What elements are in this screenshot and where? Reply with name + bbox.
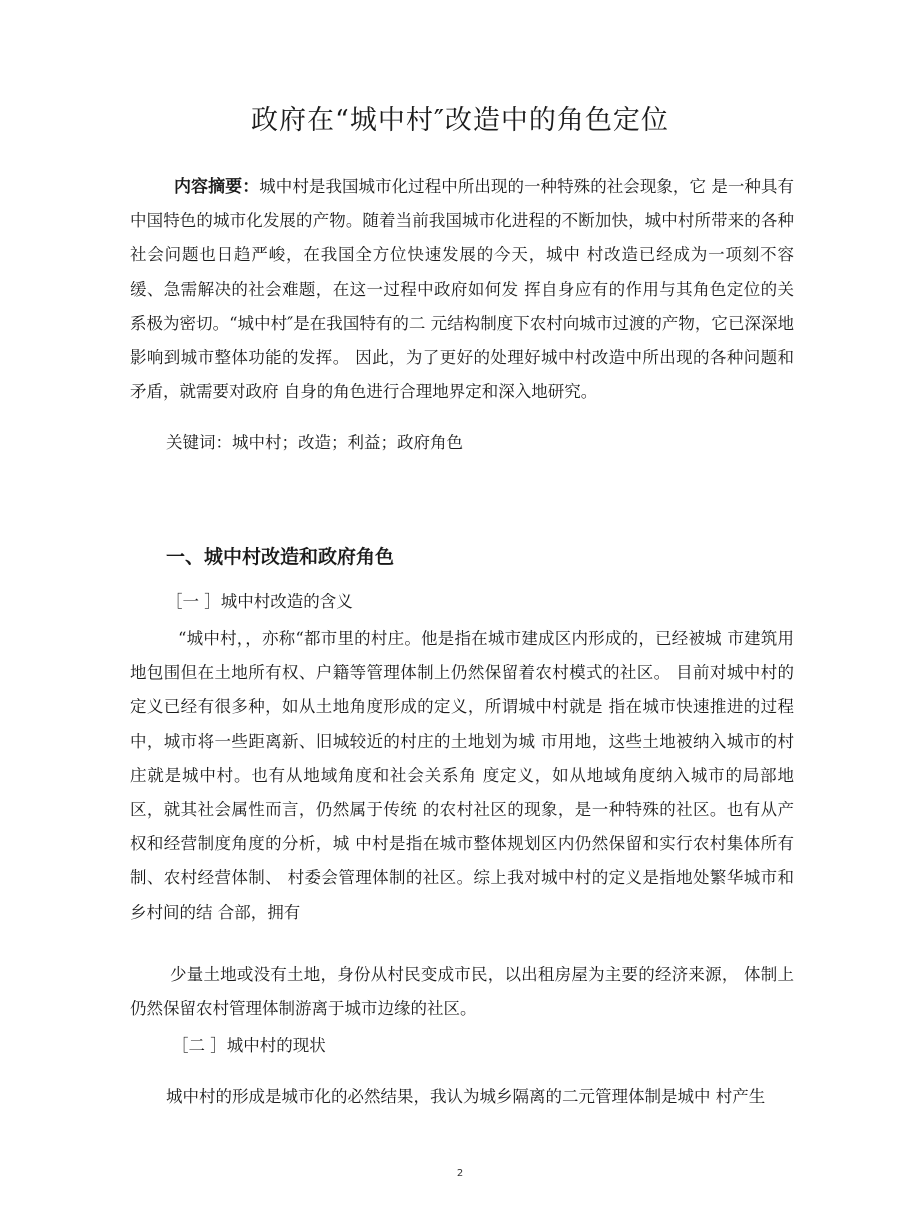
document-title: 政府在“城中村″改造中的角色定位 bbox=[251, 105, 669, 136]
body-paragraph-1 bbox=[130, 622, 794, 930]
abstract-text: 城中村是我国城市化过程中所出现的一种特殊的社会现象，它 是一种具有中国特色的城市化发展的产物。随着当前我国城市化进程的不断加快，城中村所带来的各种社会问题也日趋严峻，在我国全方位快速发展的今天，城中 村改造已经成为一项刻不容缓、急需解决的社会难题，在这一过程中政府如何发 挥自身应有的作用与其角色定位的关系极为密切。“城中村″是在我国特有的二 元结构制度下农村向城市过渡的产物，它已深深地影响到城市整体功能的发挥。 因此，为了更好的处理好城中村改造中所出现的各种问题和矛盾，就需要对政府 自身的角色进行合理地界定和深入地研究。 bbox=[130, 177, 795, 402]
abstract-paragraph bbox=[130, 170, 794, 409]
paragraph-text: “城中村，，亦称“都市里的村庄。他是指在城市建成区内形成的，已经被城 市建筑用地包围但在土地所有权、户籍等管理体制上仍然保留着农村模式的社区。 目前对城中村的定义已经有很多种，如从土地角度形成的定义，所谓城中村就是 指在城市快速推进的过程中，城市将一些距离新、旧城较近的村庄的土地划为城 市用地，这些土地被纳入城市的村庄就是城中村。也有从地域角度和社会关系角 度定义，如从地域角度纳入城市的局部地区，就其社会属性而言，仍然属于传统 的农村社区的现象，是一种特殊的社区。也有从产权和经营制度角度的分析，城 中村是指在城市整体规划区内仍然保留和实行农村集体所有制、农村经营体制、 村委会管理体制的社区。综上我对城中村的定义是指地处繁华城市和乡村间的结 合部，拥有 bbox=[130, 629, 794, 922]
paragraph-text: 城中村的形成是城市化的必然结果，我认为城乡隔离的二元管理体制是城中 村产生 bbox=[166, 1087, 766, 1106]
section-heading: 一、城中村改造和政府角色 bbox=[166, 546, 395, 568]
body-paragraph-2 bbox=[130, 958, 794, 1026]
subsection-heading-1: ［一 ］城中村改造的含义 bbox=[166, 592, 353, 611]
page-number: 2 bbox=[456, 1168, 464, 1179]
subsection-heading-2: ［二 ］城中村的现状 bbox=[172, 1036, 326, 1055]
abstract-label: 内容摘要： bbox=[174, 177, 260, 197]
body-paragraph-3 bbox=[130, 1080, 794, 1114]
keywords: 关键词：城中村；改造；利益；政府角色 bbox=[166, 433, 463, 452]
paragraph-text: 少量土地或没有土地，身份从村民变成市民，以出租房屋为主要的经济来源， 体制上仍然保留农村管理体制游离于城市边缘的社区。 bbox=[130, 965, 794, 1019]
